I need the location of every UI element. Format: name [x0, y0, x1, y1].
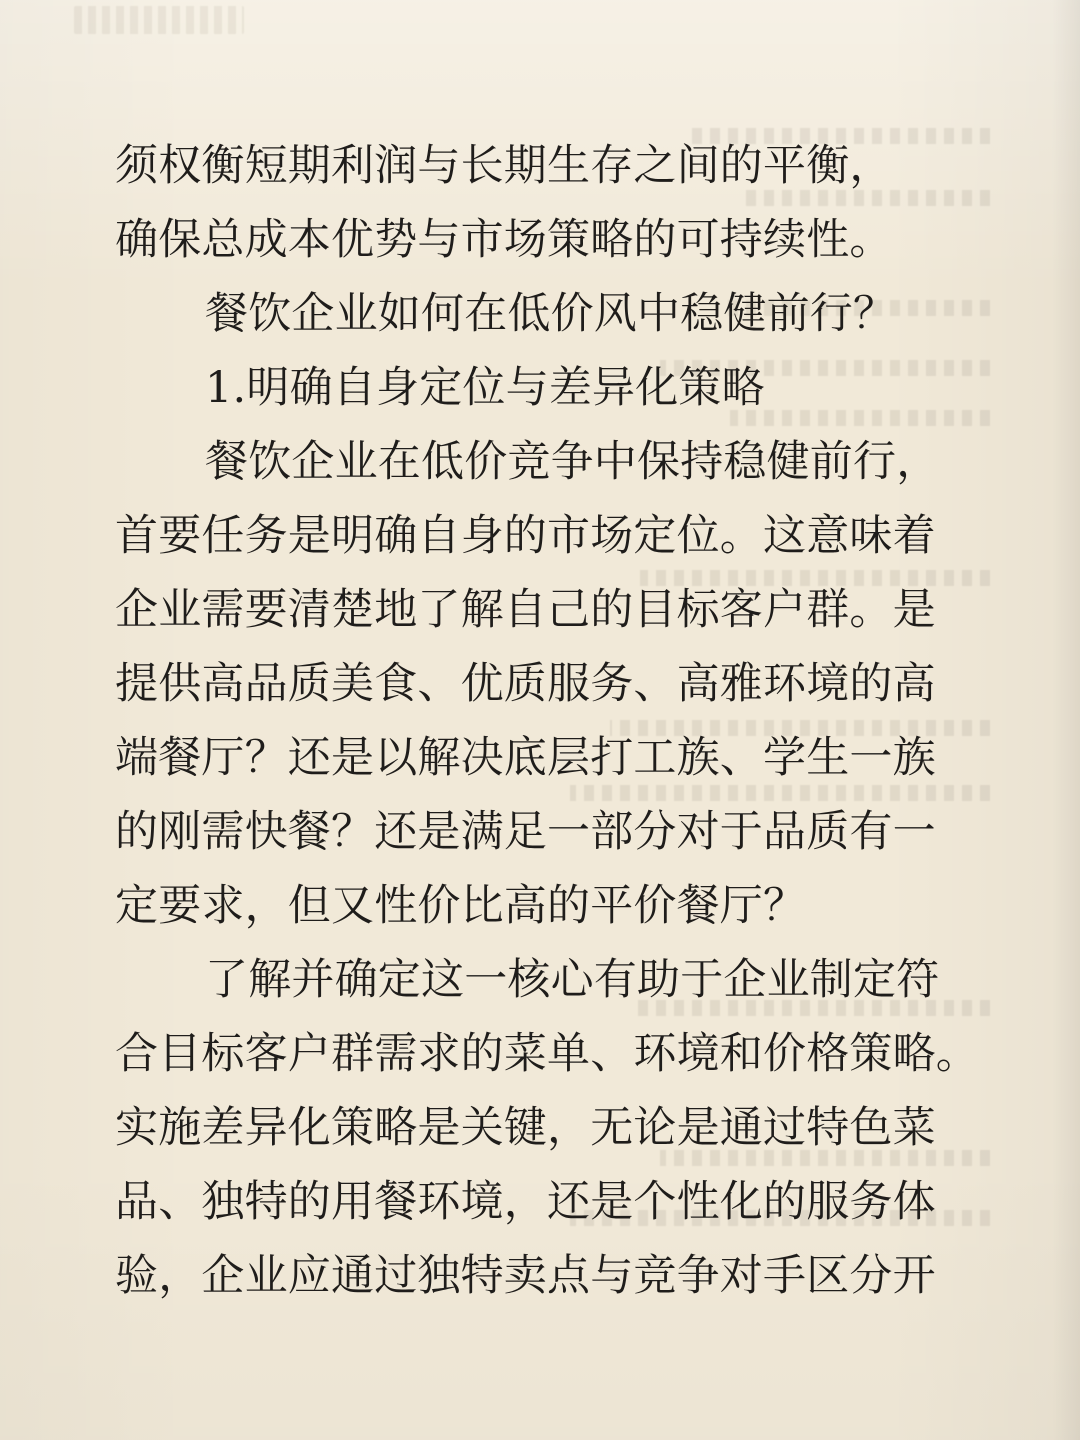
- text-line: 提供高品质美食、优质服务、高雅环境的高: [115, 659, 936, 709]
- text-line: 餐饮企业在低价竞争中保持稳健前行，: [205, 437, 940, 487]
- text-line: 首要任务是明确自身的市场定位。这意味着: [115, 511, 936, 561]
- running-header-faint: [74, 6, 244, 34]
- text-line: 须权衡短期利润与长期生存之间的平衡，: [115, 141, 893, 191]
- text-line: 合目标客户群需求的菜单、环境和价格策略。: [115, 1029, 979, 1079]
- text-line: 品、独特的用餐环境，还是个性化的服务体: [115, 1177, 936, 1227]
- text-line: 确保总成本优势与市场策略的可持续性。: [115, 215, 893, 265]
- text-line: 的刚需快餐？还是满足一部分对于品质有一: [115, 807, 936, 857]
- text-line: 了解并确定这一核心有助于企业制定符: [205, 955, 940, 1005]
- section-heading: 1.明确自身定位与差异化策略: [205, 363, 765, 413]
- text-line: 端餐厅？还是以解决底层打工族、学生一族: [115, 733, 936, 783]
- text-line: 定要求，但又性价比高的平价餐厅？: [115, 881, 807, 931]
- text-line: 企业需要清楚地了解自己的目标客户群。是: [115, 585, 936, 635]
- text-line: 实施差异化策略是关键，无论是通过特色菜: [115, 1103, 936, 1153]
- page-edge-shadow: [1052, 0, 1080, 1440]
- bleed-through-text: [730, 410, 990, 426]
- text-line: 验，企业应通过独特卖点与竞争对手区分开: [115, 1251, 936, 1301]
- section-question: 餐饮企业如何在低价风中稳健前行？: [205, 289, 897, 339]
